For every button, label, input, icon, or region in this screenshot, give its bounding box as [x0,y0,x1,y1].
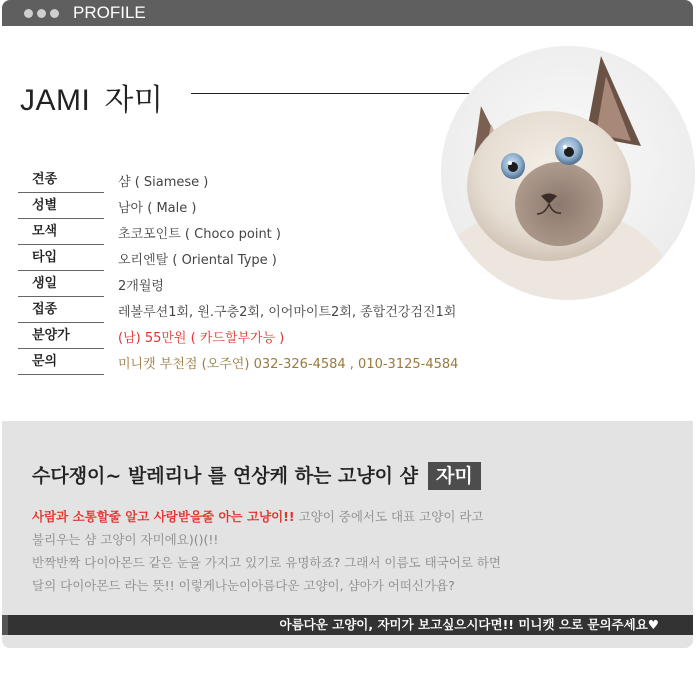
desc-line2: 불리우는 샴 고양이 자미에요)()(!! [32,532,219,547]
info-value: 샴 ( Siamese ) [118,175,209,190]
footer-bar [2,615,693,635]
info-value: 초코포인트 ( Choco point ) [118,227,281,242]
info-label: 성별 [18,194,104,219]
info-value: 오리엔탈 ( Oriental Type ) [118,253,277,268]
info-label: 견종 [18,168,104,193]
title-divider [191,93,471,94]
info-row [18,324,498,350]
info-row [18,220,498,246]
panel-headline-text: 수다쟁이~ 발레리나 를 연상케 하는 고냥이 샴 [32,465,418,487]
info-row [18,350,498,376]
info-row [18,298,498,324]
info-value: 남아 ( Male ) [118,201,197,216]
info-value: (남) 55만원 ( 카드할부가능 ) [118,331,285,346]
desc-line1-rest: 고양이 중에서도 대표 고양이 라고 [294,509,484,524]
info-row [18,272,498,298]
info-label: 문의 [18,350,104,375]
info-label: 모색 [18,220,104,245]
info-value: 레볼루션1회, 원.구충2회, 이어마이트2회, 종합건강검진1회 [118,305,457,320]
info-label: 접종 [18,298,104,323]
info-value: 미니캣 부천점 (오주연) 032-326-4584 , 010-3125-4584 [118,357,459,372]
desc-line4: 달의 다이아몬드 라는 뜻!! 이렇게나눈이아름다운 고양이, 샴아가 어떠신가욥? [32,578,455,593]
info-label: 생일 [18,272,104,297]
desc-line3: 반짝반짝 다이아몬드 같은 눈을 가지고 있기로 유명하죠? 그래서 이름도 태국어로 하면 [32,555,501,570]
panel-headline-tag: 자미 [428,462,481,490]
profile-name-en: JAMI [20,84,91,117]
info-label: 타입 [18,246,104,271]
dot-icon [50,9,59,18]
panel-headline [32,461,481,491]
info-label: 분양가 [18,324,104,349]
info-row [18,194,498,220]
profile-name [20,75,163,119]
dot-icon [37,9,46,18]
header-bar [2,0,693,26]
header-dots [24,9,59,18]
info-row [18,246,498,272]
desc-lead: 사람과 소통할줄 알고 사랑받을줄 아는 고냥이!! [32,509,295,524]
panel-description [32,505,501,597]
footer-text: 아름다운 고양이, 자미가 보고싶으시다면!! 미니캣 으로 문의주세요♥ [279,617,659,632]
dot-icon [24,9,33,18]
description-panel [2,421,693,648]
info-value: 2개월령 [118,279,164,294]
info-row [18,168,498,194]
profile-name-kr: 자미 [104,84,164,117]
header-title: PROFILE [73,3,146,22]
info-table [18,168,498,376]
